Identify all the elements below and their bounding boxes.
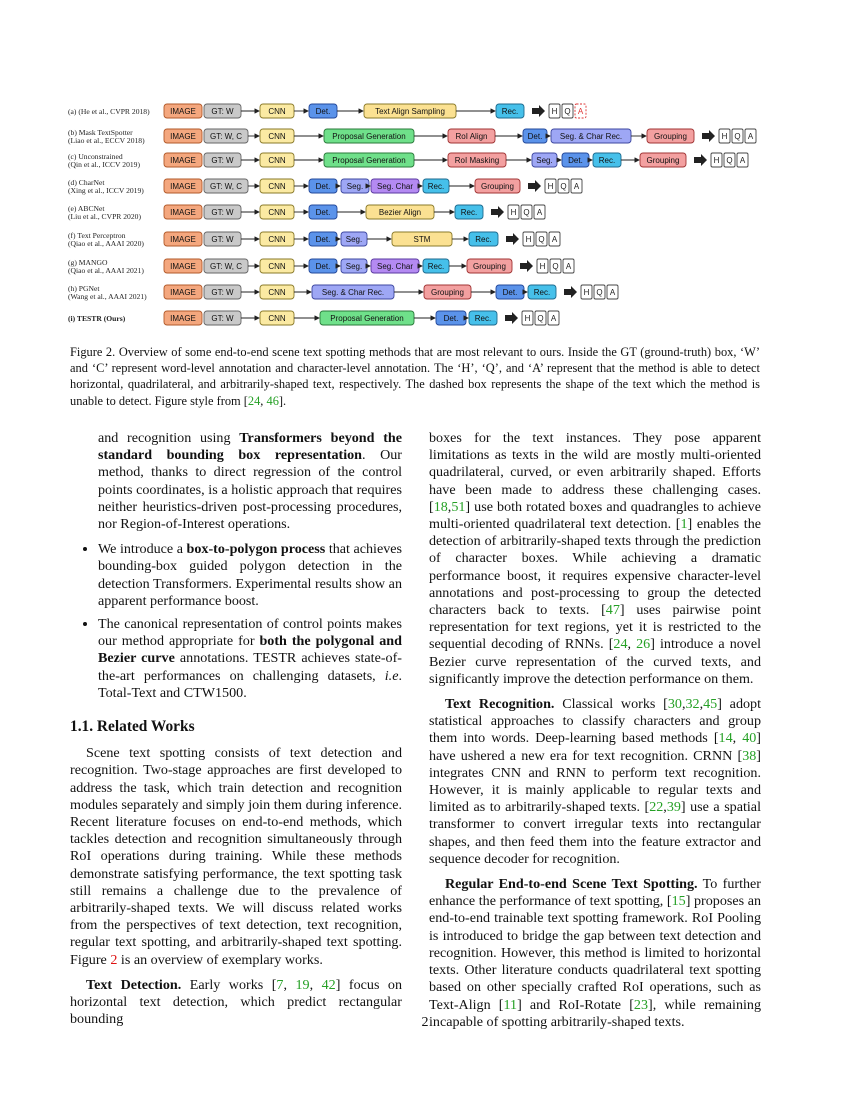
shape-capability-label: A [739, 156, 746, 165]
method-venue: (Liao et al., ECCV 2018) [68, 136, 145, 145]
citation-link[interactable]: 45 [703, 696, 718, 713]
list-item: • We introduce a box-to-polygon process that achieves bounding-box guided polygon detection in the detection Transformers. Experimental results show an apparent performance boost. [98, 541, 402, 610]
page-number: 2 [421, 1015, 429, 1030]
block-label: CNN [268, 235, 286, 244]
block-label: Seg. & Char Rec. [559, 132, 623, 141]
shape-capability-label: H [524, 314, 531, 323]
block-label: IMAGE [170, 208, 196, 217]
block-label: GT: W [211, 208, 234, 217]
block-label: Seg. Char [376, 262, 414, 271]
citation-link[interactable]: 38 [742, 747, 757, 764]
block-label: IMAGE [170, 182, 196, 191]
citation-link[interactable]: 7 [276, 976, 284, 993]
block-label: IMAGE [170, 156, 196, 165]
block-label: Det. [315, 208, 331, 217]
block-label: Det. [443, 314, 459, 323]
block-label: RoI Align [455, 132, 488, 141]
citation-link[interactable]: 19 [295, 976, 310, 993]
citation-link[interactable]: 42 [321, 976, 336, 993]
block-label: Seg. [345, 235, 363, 244]
output-arrow-icon [505, 312, 518, 324]
block-label: Det. [315, 262, 331, 271]
block-label: Det. [315, 182, 331, 191]
method-label: (a) (He et al., CVPR 2018) [68, 107, 150, 116]
block-label: GT: W [211, 156, 234, 165]
block-label: Grouping [654, 132, 687, 141]
output-arrow-icon [491, 206, 504, 218]
paragraph: Text Detection. Early works [7, 19, 42] focus on horizontal text detection, which predict rectangular bounding [70, 976, 403, 1028]
block-label: IMAGE [170, 235, 196, 244]
pipeline-row [68, 152, 748, 169]
output-arrow-icon [694, 154, 707, 166]
citation-link[interactable]: 1 [680, 516, 688, 533]
pipeline-row [68, 178, 582, 195]
contribution-list [70, 541, 402, 702]
block-label: Rec. [598, 156, 616, 165]
shape-capability-label: Q [596, 288, 603, 297]
block-label: Proposal Generation [332, 156, 406, 165]
citation-link[interactable]: 30 [667, 696, 682, 713]
block-label: Det. [568, 156, 583, 165]
block-label: Grouping [473, 262, 506, 271]
block-label: CNN [268, 182, 286, 191]
shape-capability-label: H [525, 235, 532, 244]
block-label: Seg. & Char Rec. [321, 288, 385, 297]
shape-capability-label: Q [523, 208, 530, 217]
block-label: Det. [315, 107, 331, 116]
shape-capability-label: H [547, 182, 554, 191]
pipeline-row [68, 128, 756, 145]
output-arrow-icon [532, 105, 545, 117]
pipeline-row [68, 258, 574, 275]
block-label: CNN [268, 288, 286, 297]
block-label: IMAGE [170, 262, 196, 271]
shape-capability-label: Q [734, 132, 741, 141]
paragraph: Text Recognition. Classical works [30,32,45] adopt statistical approaches to classify characters and group them into words. Deep-learning based methods [14, 40] have ushered a new era for text recognition. CRNN [38] integrates CNN and RNN to perform text recognition. However, it is mainly applicable to regular texts and limited as to arbitrarily-shaped texts. [22,39] use a spatial transformer to convert irregular texts into rectangular shapes, and then feed them into the feature extractor and sequence decoder for recognition. [429, 696, 761, 867]
shape-capability-label: H [551, 107, 558, 116]
output-arrow-icon [520, 260, 533, 272]
block-label: GT: W [211, 314, 234, 323]
list-item: • The canonical representation of control points makes our method appropriate for both the polygonal and Bezier curve annotations. TESTR achieves state-of-the-art performances on challenging datasets, i.e. Total-Text and CTW1500. [98, 616, 402, 702]
shape-capability-label: A [536, 208, 543, 217]
citation-link[interactable]: 24 [247, 393, 261, 408]
block-label: GT: W [211, 288, 234, 297]
method-label: (f) Text Perceptron [68, 231, 126, 240]
method-label: (b) Mask TextSpotter [68, 128, 133, 137]
block-label: GT: W, C [210, 262, 242, 271]
citation-link[interactable]: 23 [633, 996, 649, 1013]
output-arrow-icon [528, 180, 541, 192]
block-label: Seg. Char [376, 182, 414, 191]
block-label: Seg. [536, 156, 553, 165]
left-column [70, 430, 402, 1037]
block-label: Rec. [475, 235, 492, 244]
citation-link[interactable]: 32 [685, 696, 700, 713]
pipeline-row [68, 104, 586, 118]
paragraph: boxes for the text instances. They pose apparent limitations as texts in the wild are mostly multi-oriented quadrilateral, curved, or even arbitrarily shaped. Efforts have been made to address these challenging cases. [18,51] use both rotated boxes and quadrangles to achieve multi-oriented quadrilateral text detection. [1] enables the detection of arbitrarily-shaped texts through the prediction of character boxes. While achieving a dramatic performance boost, it requires expensive character-level annotations and post-processing to group the detected characters back to texts. [47] uses pairwise point representation for text regions, yet it is restricted to the sequential decoding of RNNs. [24, 26] introduce a novel Bezier curve representation of the curved texts, and significantly improve the detection performance on them. [429, 430, 762, 687]
citation-link[interactable]: 47 [605, 602, 620, 619]
block-label: GT: W [211, 235, 234, 244]
block-label: Proposal Generation [330, 314, 404, 323]
citation-link[interactable]: 24 [613, 636, 628, 653]
citation-link[interactable]: 11 [503, 996, 518, 1013]
shape-capability-label: H [539, 262, 546, 271]
method-label: (h) PGNet [68, 284, 100, 293]
method-label: (d) CharNet [68, 178, 105, 187]
output-arrow-icon [702, 130, 715, 142]
block-label: Rec. [460, 208, 478, 217]
block-label: Seg. [346, 182, 364, 191]
pipeline-row [68, 311, 559, 325]
paragraph: Regular End-to-end Scene Text Spotting. To further enhance the performance of text spotting, [15] proposes an end-to-end trainable text spotting framework. RoI Pooling is introduced to bridge the gap between text detection and recognition. However, this method is limited to horizontal texts. Other literature conducts quadrilateral text spotting based on other specially crafted RoI operations, such as Text-Align [11] and RoI-Rotate [23], while remaining incapable of spotting arbitrarily-shaped texts. [429, 876, 762, 1030]
shape-capability-label: A [551, 235, 558, 244]
block-label: Det. [315, 235, 331, 244]
citation-link[interactable]: 39 [666, 799, 681, 816]
shape-capability-label: Q [726, 156, 733, 165]
block-label: CNN [268, 262, 286, 271]
shape-capability-label: H [510, 208, 517, 217]
citation-link[interactable]: 22 [649, 799, 664, 816]
citation-link[interactable]: 26 [636, 636, 651, 653]
block-label: STM [413, 235, 431, 244]
shape-capability-label: A [609, 288, 616, 297]
shape-capability-label: A [573, 182, 580, 191]
shape-capability-label: H [721, 132, 728, 141]
block-label: Det. [502, 288, 518, 297]
block-label: Text Align Sampling [375, 107, 445, 116]
pipeline-row [68, 204, 545, 221]
block-label: CNN [268, 314, 286, 323]
block-label: Rec. [474, 314, 492, 323]
block-label: Rec. [501, 107, 519, 116]
citation-link[interactable]: 15 [671, 893, 686, 910]
paragraph: and recognition using Transformers beyond the standard bounding box representation. Our method, thanks to direct regression of the control points coordinates, is a holistic approach that requires neither heuristics-driven post-processing procedures, nor Region-of-Interest operations. [98, 430, 402, 533]
block-label: Bezier Align [378, 208, 422, 217]
block-label: Rec. [533, 288, 551, 297]
shape-capability-label: Q [560, 182, 567, 191]
method-label: (i) TESTR (Ours) [68, 314, 126, 323]
shape-capability-label: Q [552, 262, 559, 271]
block-label: GT: W [211, 107, 234, 116]
paragraph: Scene text spotting consists of text detection and recognition. Two-stage approaches are first developed to address the task, which train detection and recognition modules separately and simply join them during inference. Recent literature focuses on end-to-end methods, which tackles detection and recognition simultaneously through RoI operations during training. While these methods demonstrate satisfying performance, the text spotting task still remains a challenge due to the prevalence of arbitrarily-shaped texts. We will discuss related works from the perspectives of text detection, text recognition, regular text spotting, and arbitrarily-shaped text spotting. Figure 2 is an overview of exemplary works. [70, 745, 402, 968]
output-arrow-icon [564, 286, 577, 298]
pipeline-row [68, 284, 618, 301]
method-venue: (Wang et al., AAAI 2021) [68, 292, 147, 301]
method-venue: (Qiao et al., AAAI 2021) [68, 266, 144, 275]
method-label: (g) MANGO [68, 258, 108, 267]
method-venue: (Liu et al., CVPR 2020) [68, 212, 141, 221]
method-venue: (Qin et al., ICCV 2019) [68, 160, 140, 169]
block-label: GT: W, C [210, 132, 242, 141]
shape-capability-label: H [583, 288, 590, 297]
shape-capability-label: H [713, 156, 720, 165]
pipeline-figure [62, 98, 782, 334]
block-label: Det. [527, 132, 543, 141]
citation-link[interactable]: 46 [266, 393, 279, 408]
block-label: CNN [268, 132, 286, 141]
pipeline-row [68, 231, 560, 248]
block-label: CNN [268, 156, 286, 165]
shape-capability-label: Q [564, 107, 571, 116]
shape-capability-label: Q [537, 314, 544, 323]
block-label: Grouping [431, 288, 464, 297]
block-label: GT: W, C [210, 182, 242, 191]
figure-caption: Figure 2. Overview of some end-to-end scene text spotting methods that are most relevant to ours. Inside the GT (ground-truth) box, ‘W’ and ‘C’ represent word-level annotation and character-level annotation. The ‘H’, ‘Q’, and ‘A’ represent that the method is able to detect horizontal, quadrilateral, and arbitrarily-shaped text, respectively. The dashed box represents the shape of the text which the method is unable to detect. Figure style from [24, 46]. [70, 345, 760, 408]
block-label: Grouping [481, 182, 514, 191]
method-label: (e) ABCNet [68, 204, 105, 213]
citation-link[interactable]: 18 [433, 498, 448, 515]
block-label: Rec. [427, 262, 445, 271]
shape-capability-label: A [577, 107, 584, 116]
block-label: IMAGE [170, 107, 196, 116]
shape-capability-label: Q [538, 235, 545, 244]
block-label: IMAGE [170, 132, 196, 141]
block-label: RoI Masking [454, 156, 500, 165]
figure-ref-link[interactable]: 2 [110, 951, 118, 968]
output-arrow-icon [506, 233, 519, 245]
block-label: IMAGE [170, 314, 196, 323]
block-label: CNN [268, 208, 286, 217]
block-label: IMAGE [170, 288, 196, 297]
section-heading: 1.1. Related Works [70, 718, 195, 736]
shape-capability-label: A [747, 132, 754, 141]
citation-link[interactable]: 40 [742, 730, 757, 747]
block-label: Rec. [427, 182, 445, 191]
citation-link[interactable]: 51 [451, 498, 466, 515]
block-label: Grouping [646, 156, 680, 165]
shape-capability-label: A [550, 314, 557, 323]
citation-link[interactable]: 14 [718, 730, 733, 747]
block-label: CNN [268, 107, 286, 116]
right-column [429, 430, 761, 1039]
method-label: (c) Unconstrained [68, 152, 123, 161]
shape-capability-label: A [565, 262, 572, 271]
block-label: Proposal Generation [332, 132, 406, 141]
block-label: Seg. [345, 262, 363, 271]
method-venue: (Xing et al., ICCV 2019) [68, 186, 144, 195]
method-venue: (Qiao et al., AAAI 2020) [68, 239, 144, 248]
